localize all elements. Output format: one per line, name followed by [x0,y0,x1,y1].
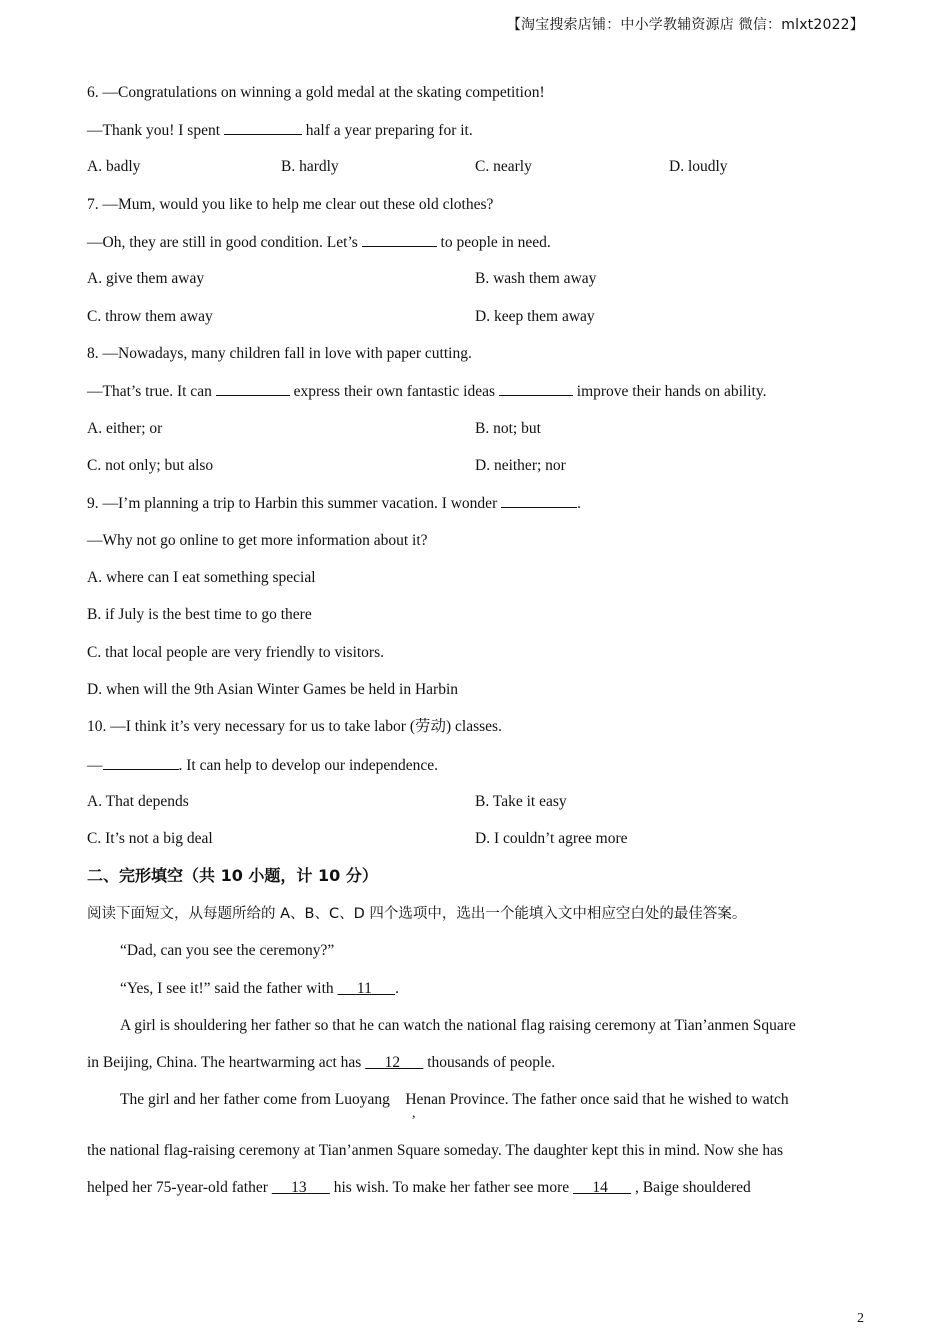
section-instruction: 阅读下面短文，从每题所给的 A、B、C、D 四个选项中，选出一个能填入文中相应空白处的最佳答案。 [87,906,747,922]
q6-stem: 6. —Congratulations on winning a gold medal at the skating competition! [87,84,545,101]
q10-reply: — . It can help to develop our independence. [87,757,439,774]
answer-blank [501,493,577,508]
q9-option-c: C. that local people are very friendly to visitors. [87,644,384,661]
passage-line: in Beijing, China. The heartwarming act has 12 thousands of people. [87,1054,556,1071]
q9-option-b: B. if July is the best time to go there [87,606,312,623]
stray-comma: , [412,1106,416,1121]
q8-option-c: C. not only; but also [87,457,214,474]
blank-11: 11 [356,980,372,997]
q10-option-c: C. It’s not a big deal [87,830,213,847]
blank-12: 12 [384,1054,401,1071]
passage-line: helped her 75-year-old father 13 his wish. To make her father see more 14 , Baige shouldered [87,1179,751,1196]
q10-option-a: A. That depends [87,793,189,810]
q10-stem: 10. —I think it’s very necessary for us to take labor (劳动) classes. [87,718,502,735]
q8-stem: 8. —Nowadays, many children fall in love with paper cutting. [87,345,472,362]
q7-reply: —Oh, they are still in good condition. Let’s to people in need. [87,234,551,251]
q8-option-d: D. neither; nor [475,457,566,474]
passage-line: the national flag-raising ceremony at Tian’anmen Square someday. The daughter kept this in mind. Now she has [87,1142,784,1159]
q6-option-b: B. hardly [281,158,339,175]
q9-option-d: D. when will the 9th Asian Winter Games be held in Harbin [87,681,459,698]
q10-option-b: B. Take it easy [475,793,567,810]
q7-stem: 7. —Mum, would you like to help me clear out these old clothes? [87,196,494,213]
passage-line: “Dad, can you see the ceremony?” [120,942,335,959]
passage-line: A girl is shouldering her father so that he can watch the national flag raising ceremony at Tian’anmen Square [120,1017,796,1034]
q8-reply: —That’s true. It can express their own fantastic ideas improve their hands on ability. [87,383,767,400]
q9-stem: 9. —I’m planning a trip to Harbin this summer vacation. I wonder . [87,495,581,512]
passage-line: “Yes, I see it!” said the father with 11 . [120,980,399,997]
q9-option-a: A. where can I eat something special [87,569,316,586]
section-title: 二、完形填空（共 10 小题，计 10 分） [87,866,378,885]
q6-reply: —Thank you! I spent half a year preparing for it. [87,122,473,139]
passage-line: The girl and her father come from Luoyang Henan Province. The father once said that he wished to watch [120,1091,789,1108]
q8-option-a: A. either; or [87,420,163,437]
answer-blank [499,381,573,396]
q6-option-c: C. nearly [475,158,532,175]
answer-blank [224,120,302,135]
page-header: 【淘宝搜索店铺：中小学教辅资源店 微信：mlxt2022】 [506,17,864,33]
answer-blank [362,232,437,247]
q7-option-d: D. keep them away [475,308,595,325]
q10-option-d: D. I couldn’t agree more [475,830,628,847]
q6-option-a: A. badly [87,158,141,175]
q7-option-c: C. throw them away [87,308,213,325]
answer-blank [103,755,179,770]
q8-option-b: B. not; but [475,420,541,437]
q7-option-b: B. wash them away [475,270,597,287]
q6-option-d: D. loudly [669,158,728,175]
page-number: 2 [857,1311,864,1326]
blank-14: 14 [592,1179,608,1196]
answer-blank [216,381,290,396]
q7-option-a: A. give them away [87,270,205,287]
blank-13: 13 [291,1179,307,1196]
q9-reply: —Why not go online to get more information about it? [87,532,428,549]
